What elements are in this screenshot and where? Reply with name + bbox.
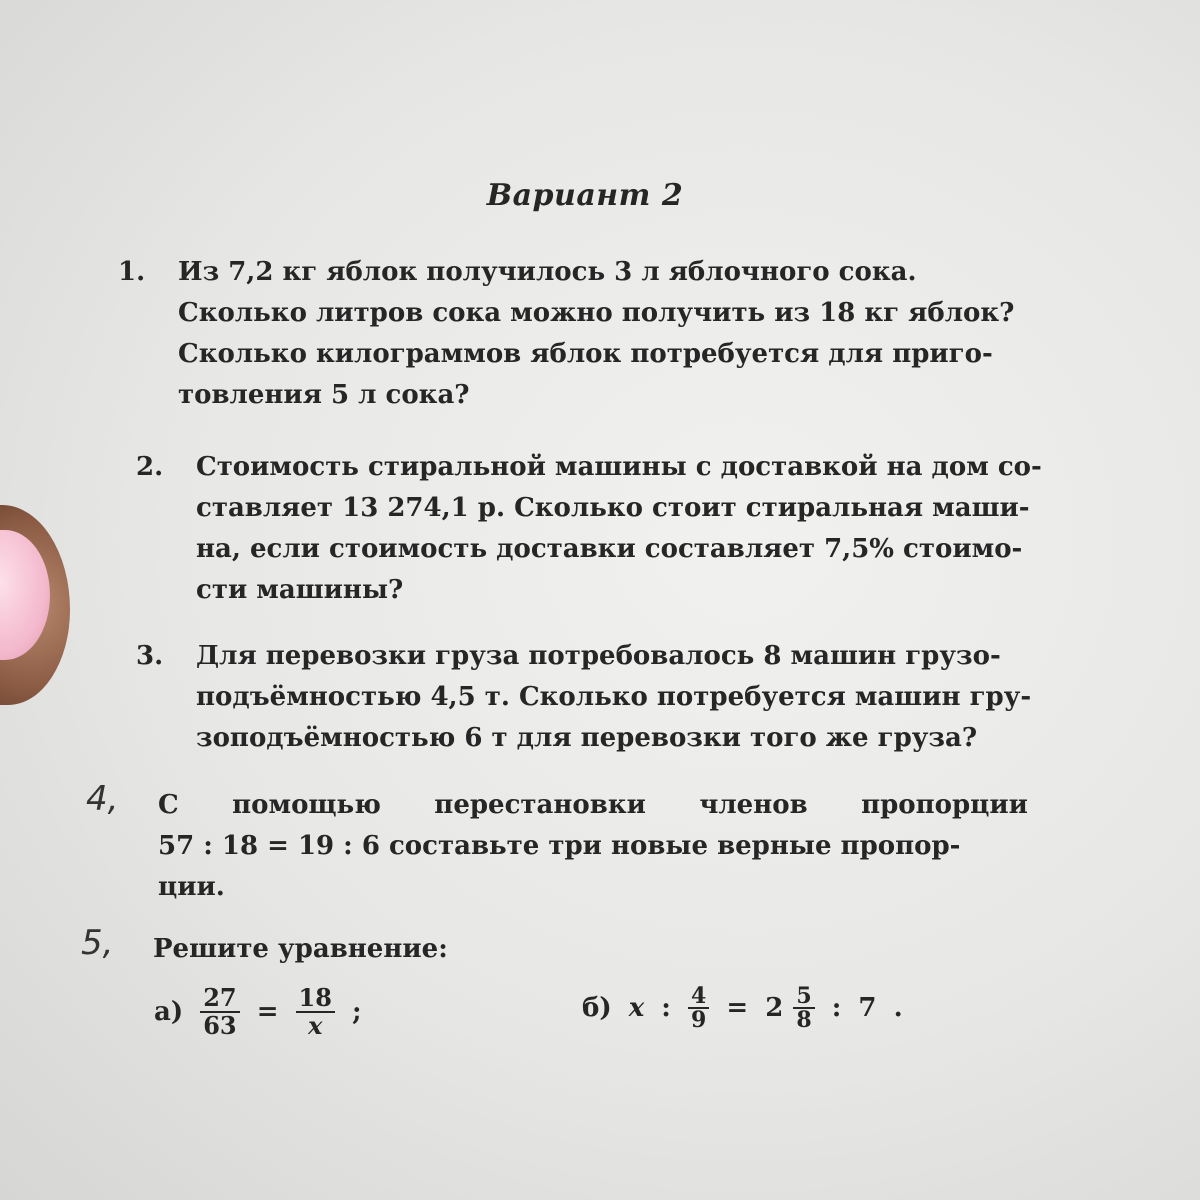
text-line: Стоимость стиральной машины с доставкой на дом со- (196, 452, 1042, 482)
word: помощью (232, 790, 381, 820)
text-line: ставляет 13 274,1 р. Сколько стоит стиральная маши- (196, 493, 1030, 523)
problem-number: 2. (136, 452, 164, 482)
denominator: 63 (203, 1011, 237, 1040)
problem-2 (136, 447, 1056, 611)
denominator: x (308, 1011, 323, 1040)
numerator: 5 (793, 985, 814, 1009)
handwritten-number: 5, (81, 923, 114, 963)
equals-sign: = (256, 997, 279, 1027)
text-line: Сколько литров сока можно получить из 18 кг яблок? (178, 298, 1015, 328)
text-line: Решите уравнение: (153, 934, 448, 964)
period: . (893, 993, 903, 1023)
word: перестановки (434, 790, 646, 820)
division-sign: : (661, 993, 671, 1023)
text-line: зоподъёмностью 6 т для перевозки того же груза? (196, 723, 978, 753)
division-sign: : (831, 993, 842, 1023)
text-line: 57 : 18 = 19 : 6 составьте три новые верные пропор- (158, 831, 961, 861)
text-line: подъёмностью 4,5 т. Сколько потребуется машин гру- (196, 682, 1032, 712)
semicolon: ; (352, 997, 362, 1027)
text-line: на, если стоимость доставки составляет 7,5% стоимо- (196, 534, 1023, 564)
text-line: сти машины? (196, 575, 404, 605)
word: членов (699, 790, 808, 820)
equation-b (578, 985, 907, 1031)
problem-text (153, 929, 1033, 970)
equals-sign: = (726, 993, 749, 1023)
problem-number: 3. (136, 641, 164, 671)
divisor: 7 (858, 993, 877, 1023)
numerator: 27 (200, 985, 239, 1013)
numerator: 4 (688, 985, 709, 1009)
problem-4 (86, 779, 1028, 908)
problem-text (196, 636, 1046, 759)
whole-part: 2 (765, 993, 784, 1023)
problem-text (178, 252, 1058, 416)
text-line: Сколько килограммов яблок потребуется для приго- (178, 339, 993, 369)
equation-label: б) (582, 993, 612, 1023)
text-line: Для перевозки груза потребовалось 8 машин грузо- (196, 641, 1001, 671)
problem-number: 1. (118, 257, 146, 287)
problem-3 (136, 636, 1046, 759)
text-line: ции. (158, 872, 225, 902)
problem-5 (81, 923, 1033, 970)
denominator: 8 (796, 1007, 812, 1033)
equation-label: а) (154, 997, 184, 1027)
handwritten-number: 4, (86, 779, 119, 819)
problem-text (158, 785, 1028, 908)
problem-text (196, 447, 1056, 611)
numerator: 18 (296, 985, 335, 1013)
equation-a (150, 985, 366, 1039)
word: С (158, 790, 179, 820)
text-line: Из 7,2 кг яблок получилось 3 л яблочного сока. (178, 257, 917, 287)
denominator: 9 (690, 1007, 707, 1033)
text-line (158, 785, 1028, 826)
word: пропорции (861, 790, 1028, 820)
fraction (296, 985, 335, 1039)
problem-1 (118, 252, 1058, 416)
fraction (793, 985, 814, 1031)
fraction (200, 985, 239, 1039)
page-title: Вариант 2 (486, 178, 684, 213)
text-line: товления 5 л сока? (178, 380, 470, 410)
variable: x (628, 993, 645, 1023)
fraction (688, 985, 709, 1031)
